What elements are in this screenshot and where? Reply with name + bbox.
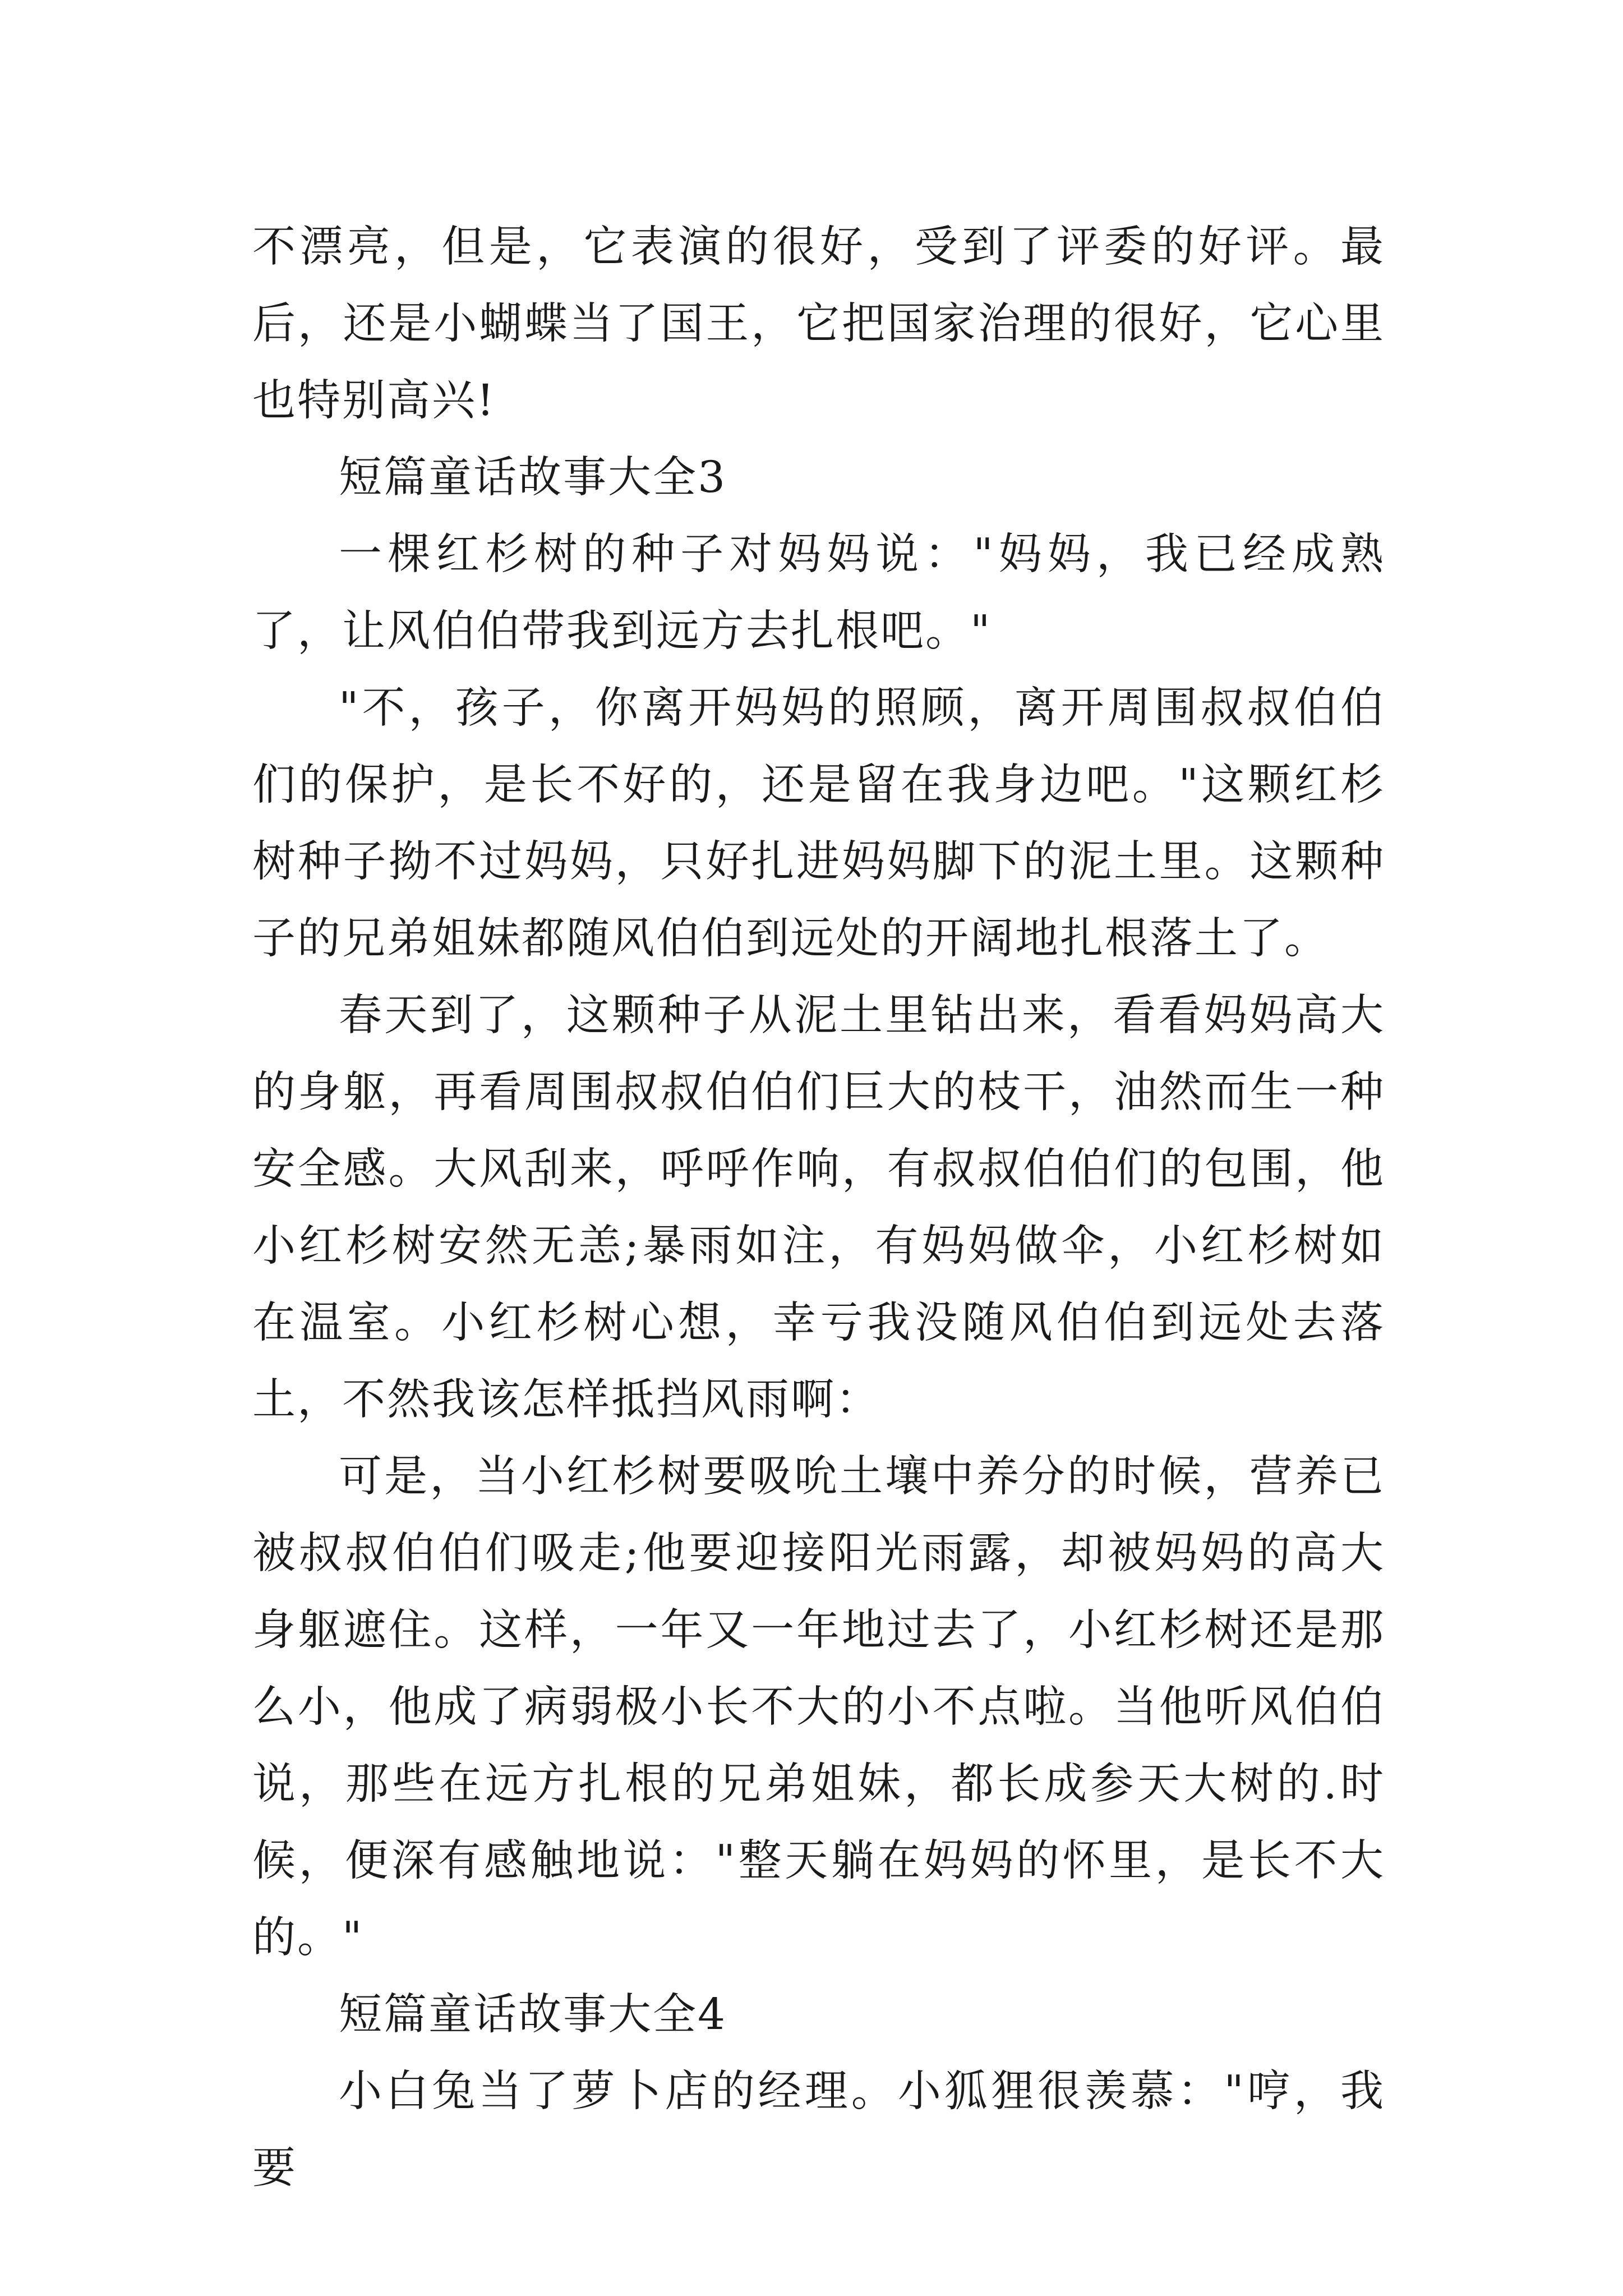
paragraph-continuation: 不漂亮，但是，它表演的很好，受到了评委的好评。最后，还是小蝴蝶当了国王，它把国家治理的很好，它心里也特别高兴! — [252, 222, 1385, 426]
section-heading-3: 短篇童话故事大全3 — [339, 453, 727, 503]
document-body — [252, 209, 1385, 2207]
paragraph: "不，孩子，你离开妈妈的照顾，离开周围叔叔伯伯们的保护，是长不好的，还是留在我身边吧。"这颗红杉树种子拗不过妈妈，只好扎进妈妈脚下的泥土里。这颗种子的兄弟姐妹都随风伯伯到远处的开阔地扎根落土了。 — [252, 683, 1385, 964]
paragraph: 春天到了，这颗种子从泥土里钻出来，看看妈妈高大的身躯，再看周围叔叔伯伯们巨大的枝干，油然而生一种安全感。大风刮来，呼呼作响，有叔叔伯伯们的包围，他小红杉树安然无恙;暴雨如注，有妈妈做伞，小红杉树如在温室。小红杉树心想，幸亏我没随风伯伯到远处去落土，不然我该怎样抵挡风雨啊： — [252, 991, 1385, 1425]
paragraph: 小白兔当了萝卜店的经理。小狐狸很羡慕："哼，我要 — [252, 2067, 1385, 2193]
paragraph: 可是，当小红杉树要吸吮土壤中养分的时候，营养已被叔叔伯伯们吸走;他要迎接阳光雨露，却被妈妈的高大身躯遮住。这样，一年又一年地过去了，小红杉树还是那么小，他成了病弱极小长不大的小不点啦。当他听风伯伯说，那些在远方扎根的兄弟姐妹，都长成参天大树的.时候，便深有感触地说："整天躺在妈妈的怀里，是长不大的。" — [252, 1452, 1385, 1963]
paragraph: 一棵红杉树的种子对妈妈说："妈妈，我已经成熟了，让风伯伯带我到远方去扎根吧。" — [252, 530, 1385, 656]
section-heading-4: 短篇童话故事大全4 — [339, 1990, 727, 2040]
